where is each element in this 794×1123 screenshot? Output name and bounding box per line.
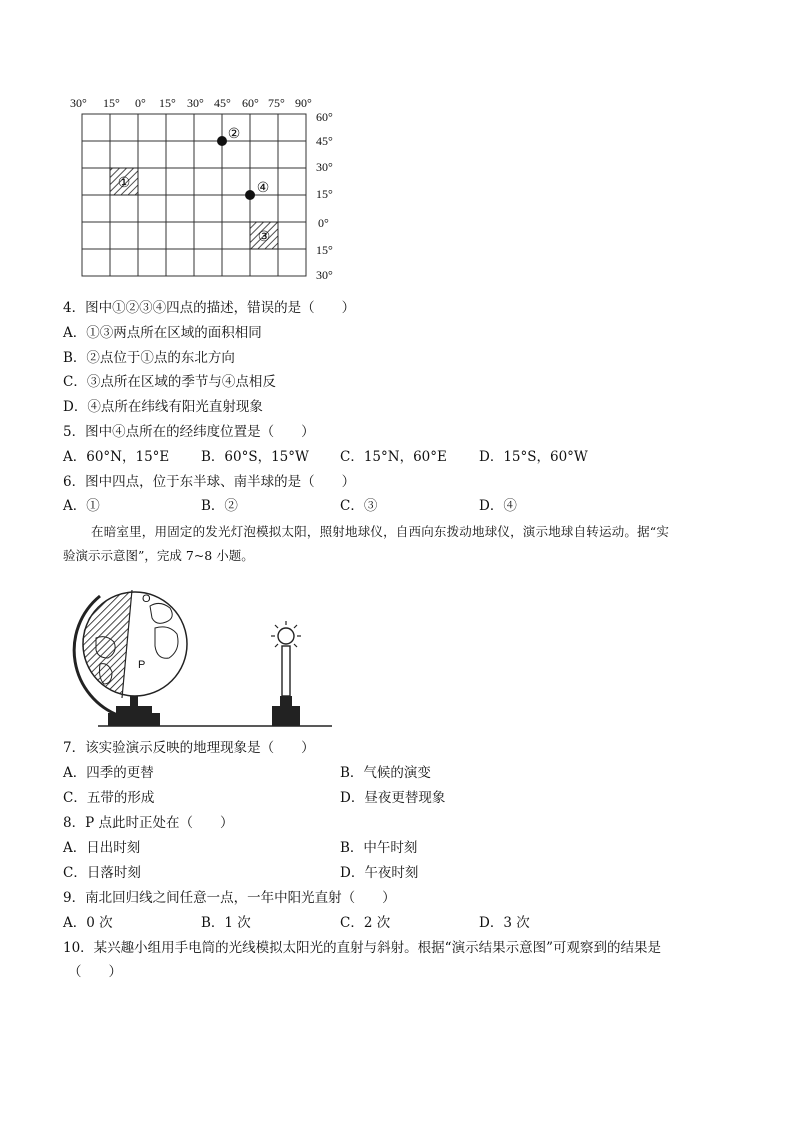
question-stem: 10．某兴趣小组用手电筒的光线模拟太阳光的直射与斜射。根据“演示结果示意图”可观察到的结果是: [63, 940, 661, 956]
option-c: C．五带的形成: [63, 790, 155, 806]
region-3-label: ③: [257, 229, 271, 245]
globe-stand: [108, 696, 160, 726]
region-1-label: ①: [117, 175, 131, 191]
lon-label: 15°: [103, 96, 120, 110]
passage-line-2: 验演示示意图”，完成 7~8 小题。: [63, 548, 254, 563]
point-4-label: ④: [256, 180, 270, 196]
option-a: A．①③两点所在区域的面积相同: [63, 325, 262, 341]
question-stem: 4．图中①②③④四点的描述，错误的是（ ）: [63, 300, 356, 316]
option-b: B．60°S，15°W: [201, 449, 309, 465]
option-d: D．昼夜更替现象: [340, 790, 446, 806]
question-stem: 8．P 点此时正处在（ ）: [63, 815, 234, 831]
option-a: A．①: [63, 498, 100, 514]
option-c: C．日落时刻: [63, 865, 141, 881]
question-stem: 5．图中④点所在的经纬度位置是（ ）: [63, 424, 315, 440]
lon-label: 75°: [268, 96, 285, 110]
option-d: D．午夜时刻: [340, 865, 419, 881]
passage-line-1: 在暗室里，用固定的发光灯泡模拟太阳，照射地球仪，自西向东拨动地球仪，演示地球自转运动。据“实: [91, 524, 670, 539]
question-stem: 7．该实验演示反映的地理现象是（ ）: [63, 740, 315, 756]
globe-point-p-label: P: [138, 659, 146, 671]
option-c: C．15°N，60°E: [340, 449, 447, 465]
option-a: A．0 次: [63, 915, 113, 931]
question-stem: 9．南北回归线之间任意一点，一年中阳光直射（ ）: [63, 890, 396, 906]
lat-label: 30°: [316, 268, 333, 282]
lon-label: 30°: [187, 96, 204, 110]
lon-label: 45°: [214, 96, 231, 110]
option-a: A．日出时刻: [63, 840, 141, 856]
globe-experiment-figure: [60, 576, 340, 731]
lon-label: 15°: [159, 96, 176, 110]
lat-label: 30°: [316, 160, 333, 174]
lat-label: 0°: [318, 216, 329, 230]
option-b: B．气候的演变: [340, 765, 431, 781]
option-d: D．15°S，60°W: [479, 449, 588, 465]
lon-label: 30°: [70, 96, 87, 110]
option-b: B．②点位于①点的东北方向: [63, 350, 235, 366]
globe-point-o-label: O: [142, 593, 151, 605]
option-d: D．④: [479, 498, 517, 514]
lat-label: 15°: [316, 243, 333, 257]
point-2-dot: [217, 136, 227, 146]
option-c: C．2 次: [340, 915, 391, 931]
lon-label: 90°: [295, 96, 312, 110]
option-b: B．②: [201, 498, 238, 514]
globe: [82, 590, 187, 698]
lamp-sun: [271, 621, 301, 726]
lat-label: 15°: [316, 187, 333, 201]
grid-svg: [76, 112, 316, 282]
point-2-label: ②: [227, 126, 241, 142]
option-b: B．1 次: [201, 915, 251, 931]
lat-label: 45°: [316, 134, 333, 148]
option-b: B．中午时刻: [340, 840, 418, 856]
option-c: C．③: [340, 498, 378, 514]
option-a: A．四季的更替: [63, 765, 154, 781]
option-d: D．④点所在纬线有阳光直射现象: [63, 399, 263, 415]
question-stem: 6．图中四点，位于东半球、南半球的是（ ）: [63, 474, 356, 490]
lat-label: 60°: [316, 110, 333, 124]
lon-label: 60°: [242, 96, 259, 110]
option-d: D．3 次: [479, 915, 530, 931]
option-a: A．60°N，15°E: [63, 449, 170, 465]
lon-label: 0°: [135, 96, 146, 110]
question-blank: （ ）: [68, 964, 122, 980]
point-4-dot: [245, 190, 255, 200]
option-c: C．③点所在区域的季节与④点相反: [63, 374, 276, 390]
